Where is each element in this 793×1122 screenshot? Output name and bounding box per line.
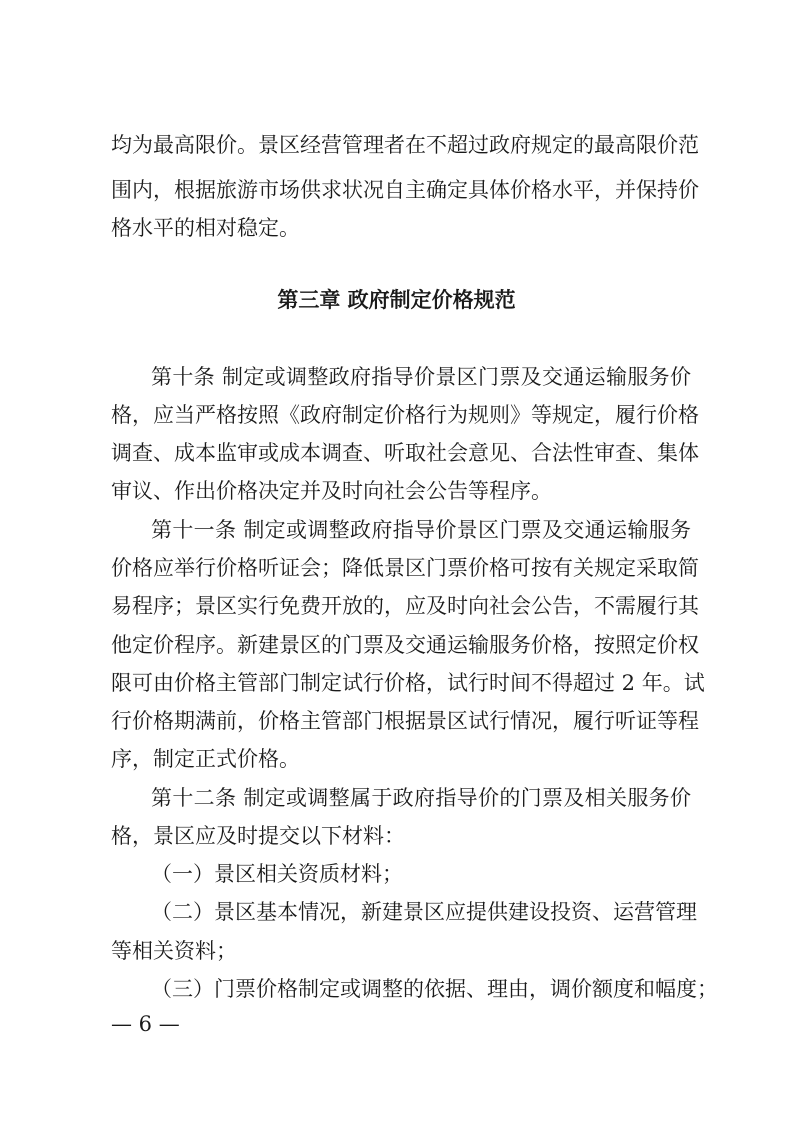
intro-line-3: 格水平的相对稳定。 xyxy=(111,216,300,240)
article12-item-1: （一）景区相关资质材料； xyxy=(151,862,403,886)
article12-line-2: 格，景区应及时提交以下材料： xyxy=(111,824,405,848)
article11-line-5: 限可由价格主管部门制定试行价格，试行时间不得超过 2 年。试 xyxy=(111,671,705,695)
article11-line-2: 价格应举行价格听证会；降低景区门票价格可按有关规定采取简 xyxy=(111,556,699,580)
article10-line-4: 审议、作出价格决定并及时向社会公告等程序。 xyxy=(111,479,552,503)
article10-line-1: 第十条 制定或调整政府指导价景区门票及交通运输服务价 xyxy=(151,365,691,389)
article11-line-1: 第十一条 制定或调整政府指导价景区门票及交通运输服务 xyxy=(151,518,691,542)
intro-line-2: 围内，根据旅游市场供求状况自主确定具体价格水平，并保持价 xyxy=(111,178,699,202)
article11-line-4: 他定价程序。新建景区的门票及交通运输服务价格，按照定价权 xyxy=(111,633,699,657)
article12-item-3: （三）门票价格制定或调整的依据、理由，调价额度和幅度； xyxy=(151,977,718,1001)
page-number: — 6 — xyxy=(111,1012,180,1036)
article12-item-2: （二）景区基本情况，新建景区应提供建设投资、运营管理 xyxy=(151,900,697,924)
article11-line-7: 序，制定正式价格。 xyxy=(111,747,300,771)
article12-item-2-cont: 等相关资料； xyxy=(111,939,237,963)
chapter-heading: 第三章 政府制定价格规范 xyxy=(277,288,516,312)
intro-line-1: 均为最高限价。景区经营管理者在不超过政府规定的最高限价范 xyxy=(111,133,699,157)
article10-line-2: 格，应当严格按照《政府制定价格行为规则》等规定，履行价格 xyxy=(111,403,699,427)
article12-line-1: 第十二条 制定或调整属于政府指导价的门票及相关服务价 xyxy=(151,786,691,810)
article11-line-6: 行价格期满前，价格主管部门根据景区试行情况，履行听证等程 xyxy=(111,709,699,733)
article10-line-3: 调查、成本监审或成本调查、听取社会意见、合法性审查、集体 xyxy=(111,441,699,465)
article11-line-3: 易程序；景区实行免费开放的，应及时向社会公告，不需履行其 xyxy=(111,594,699,618)
